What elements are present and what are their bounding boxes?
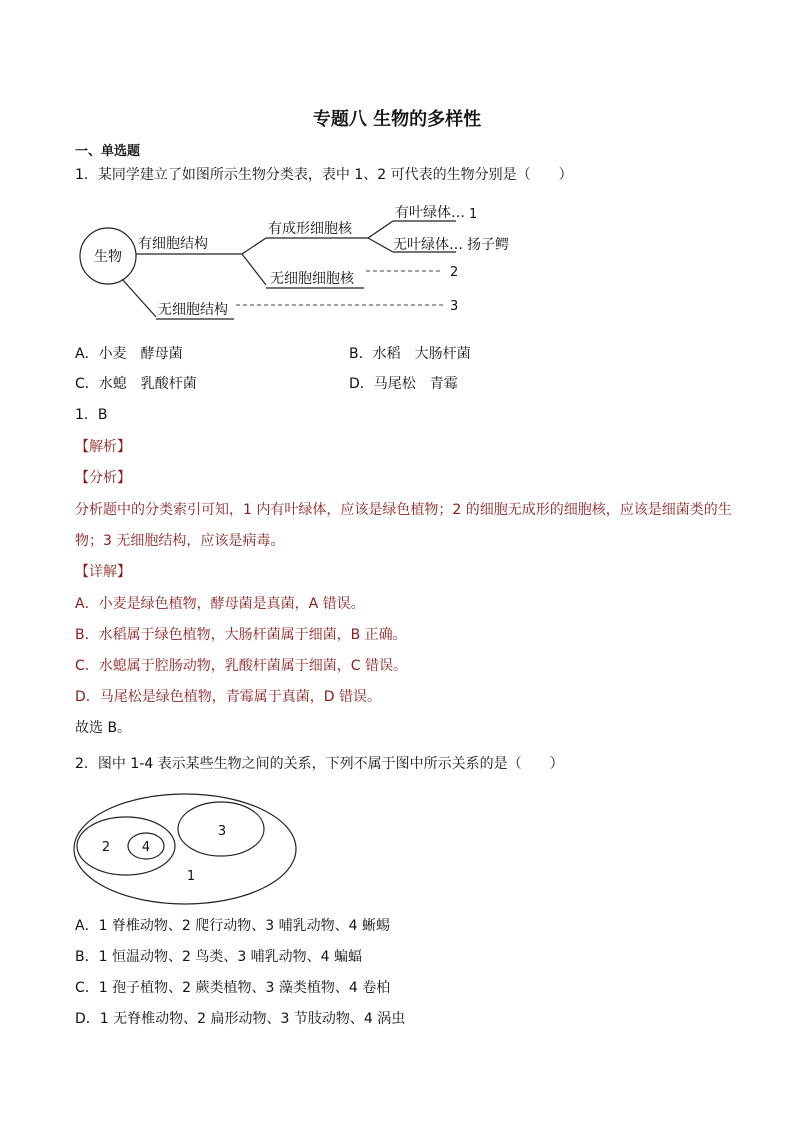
analysis-line-2: 物；3 无细胞结构，应该是病毒。 — [75, 533, 285, 549]
venn-label-3: 3 — [217, 824, 227, 839]
diagram-tag-1: 1 — [469, 207, 478, 222]
ellipse-2 — [77, 817, 175, 875]
q2-option-c: C．1 孢子植物、2 蕨类植物、3 藻类植物、4 卷柏 — [75, 980, 391, 996]
xiangjie-label: 【详解】 — [75, 564, 131, 580]
section-heading: 一、单选题 — [75, 144, 141, 159]
detail-d: D．马尾松是绿色植物，青霉属于真菌，D 错误。 — [75, 689, 382, 705]
venn-label-2: 2 — [101, 840, 111, 855]
question-2-stem: 2．图中 1-4 表示某些生物之间的关系，下列不属于图中所示关系的是（ ） — [75, 756, 564, 772]
analysis-line-1: 分析题中的分类索引可知，1 内有叶绿体，应该是绿色植物；2 的细胞无成形的细胞核，应该是细菌类的生 — [75, 502, 732, 518]
diagram-node-nochloro: 无叶绿体… — [393, 237, 463, 253]
question-1-stem: 1．某同学建立了如图所示生物分类表，表中 1、2 可代表的生物分别是（ ） — [75, 167, 573, 183]
q1-option-b: B．水稻 大肠杆菌 — [349, 346, 471, 362]
diagram-example: 扬子鳄 — [467, 237, 509, 253]
diagram-node-nocell: 无细胞结构 — [158, 302, 228, 318]
q2-option-a: A．1 脊椎动物、2 爬行动物、3 哺乳动物、4 蜥蜴 — [75, 918, 391, 934]
diagram-node-cell: 有细胞结构 — [138, 236, 208, 252]
diagram-root: 生物 — [94, 249, 122, 265]
venn-diagram — [0, 785, 794, 905]
diagram-tag-2: 2 — [450, 265, 459, 280]
diagram-tag-3: 3 — [450, 299, 459, 314]
q2-option-b: B．1 恒温动物、2 鸟类、3 哺乳动物、4 蝙蝠 — [75, 949, 363, 965]
diagram-node-nonucleus: 无细胞细胞核 — [270, 271, 354, 287]
jiexi-label: 【解析】 — [75, 439, 131, 455]
detail-b: B．水稻属于绿色植物，大肠杆菌属于细菌，B 正确。 — [75, 627, 407, 643]
q1-option-a: A．小麦 酵母菌 — [75, 346, 183, 362]
venn-label-4: 4 — [141, 840, 151, 855]
fenxi-label: 【分析】 — [75, 470, 131, 486]
venn-label-1: 1 — [186, 869, 196, 884]
q2-option-d: D．1 无脊椎动物、2 扁形动物、3 节肢动物、4 涡虫 — [75, 1011, 406, 1027]
detail-a: A．小麦是绿色植物，酵母菌是真菌，A 错误。 — [75, 596, 365, 612]
q1-answer: 1．B — [75, 407, 108, 423]
detail-c: C．水螅属于腔肠动物，乳酸杆菌属于细菌，C 错误。 — [75, 658, 407, 674]
q1-option-c: C．水螅 乳酸杆菌 — [75, 376, 197, 392]
q1-option-d: D．马尾松 青霉 — [349, 376, 458, 392]
conclusion: 故选 B。 — [75, 720, 132, 736]
diagram-node-chloro: 有叶绿体… — [395, 205, 465, 221]
diagram-node-nucleus: 有成形细胞核 — [268, 221, 352, 237]
page-title: 专题八 生物的多样性 — [312, 109, 482, 130]
classification-diagram — [0, 195, 794, 330]
